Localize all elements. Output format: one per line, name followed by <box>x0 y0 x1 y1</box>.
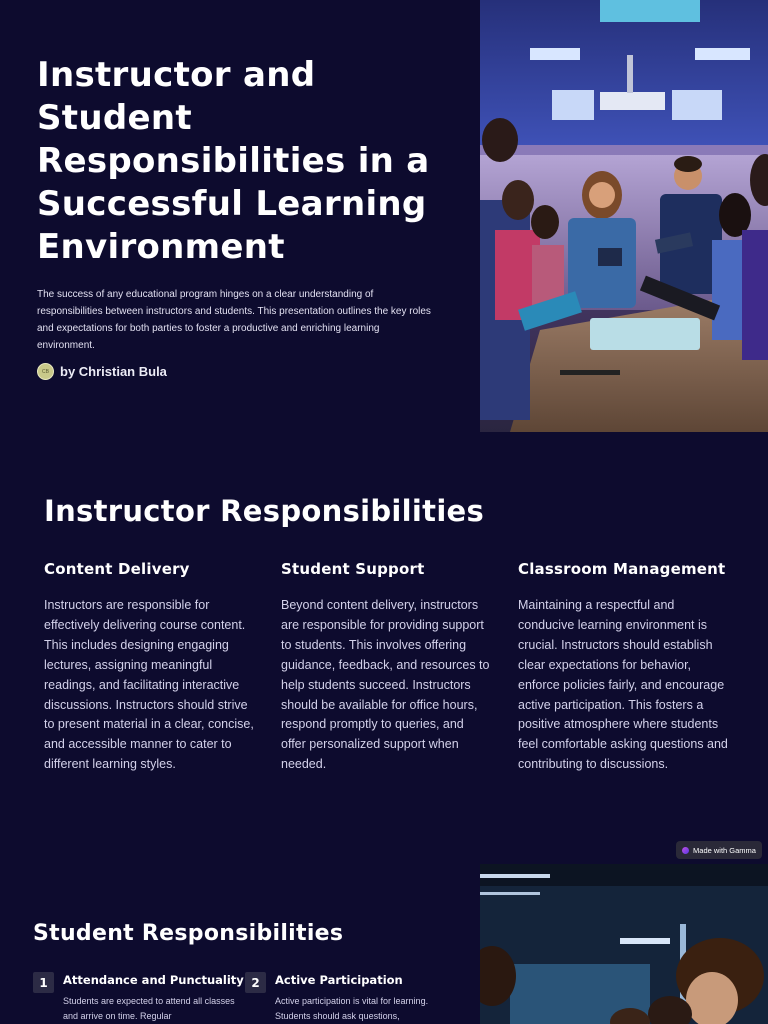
column-heading: Classroom Management <box>518 560 726 578</box>
presentation-description: The success of any educational program hinges on a clear understanding of responsibilities between instructors and students. This presentation outlines the key roles and expectations for both parties to foster a productive and enriching learning environment. <box>37 289 431 351</box>
author-line <box>37 363 167 380</box>
column-body: Beyond content delivery, instructors are responsible for providing support to students. This involves offering guidance, feedback, and resources to help students succeed. Instructors should be available for office hours, respond promptly to queries, and offer personalized support when needed. <box>281 598 490 772</box>
instructor-responsibilities-slide <box>0 432 768 864</box>
author-avatar <box>37 363 54 380</box>
column-body: Instructors are responsible for effectively delivering course content. This includes designing engaging lectures, assigning meaningful readings, and facilitating interactive discussions. Instructors should strive to present material in a clear, concise, and accessible manner to cater to different learning styles. <box>44 598 254 772</box>
item-number-badge: 1 <box>33 972 54 993</box>
item-heading: Active Participation <box>275 973 403 987</box>
author-name: by Christian Bula <box>60 364 167 379</box>
classroom-photo <box>480 0 768 432</box>
gamma-logo-icon <box>682 847 689 854</box>
instructor-section-title: Instructor Responsibilities <box>44 494 485 528</box>
classroom-management-column <box>518 560 728 775</box>
item-heading: Attendance and Punctuality <box>63 973 244 987</box>
student-section-title: Student Responsibilities <box>33 921 344 946</box>
badge-label: Made with Gamma <box>693 845 756 855</box>
column-heading: Student Support <box>281 560 425 578</box>
student-support-column <box>281 560 491 775</box>
student-responsibilities-slide <box>0 864 768 1024</box>
students-photo-illustration <box>480 864 768 1024</box>
item-body: Students are expected to attend all classes and arrive on time. Regular <box>63 996 235 1021</box>
title-slide <box>0 0 768 432</box>
made-with-gamma-badge[interactable] <box>676 841 762 859</box>
column-heading: Content Delivery <box>44 560 190 578</box>
content-delivery-column <box>44 560 254 775</box>
author-initials: CB <box>42 368 49 375</box>
classroom-photo-illustration <box>480 0 768 432</box>
column-body: Maintaining a respectful and conducive learning environment is crucial. Instructors should establish clear expectations for behavior, enforce policies fairly, and encourage active participation. This fosters a positive atmosphere where students feel comfortable asking questions and contributing to discussions. <box>518 598 728 772</box>
item-number-badge: 2 <box>245 972 266 993</box>
students-photo <box>480 864 768 1024</box>
item-body: Active participation is vital for learning. Students should ask questions, <box>275 996 429 1021</box>
presentation-title: Instructor and Student Responsibilities in a Successful Learning Environment <box>37 55 430 267</box>
